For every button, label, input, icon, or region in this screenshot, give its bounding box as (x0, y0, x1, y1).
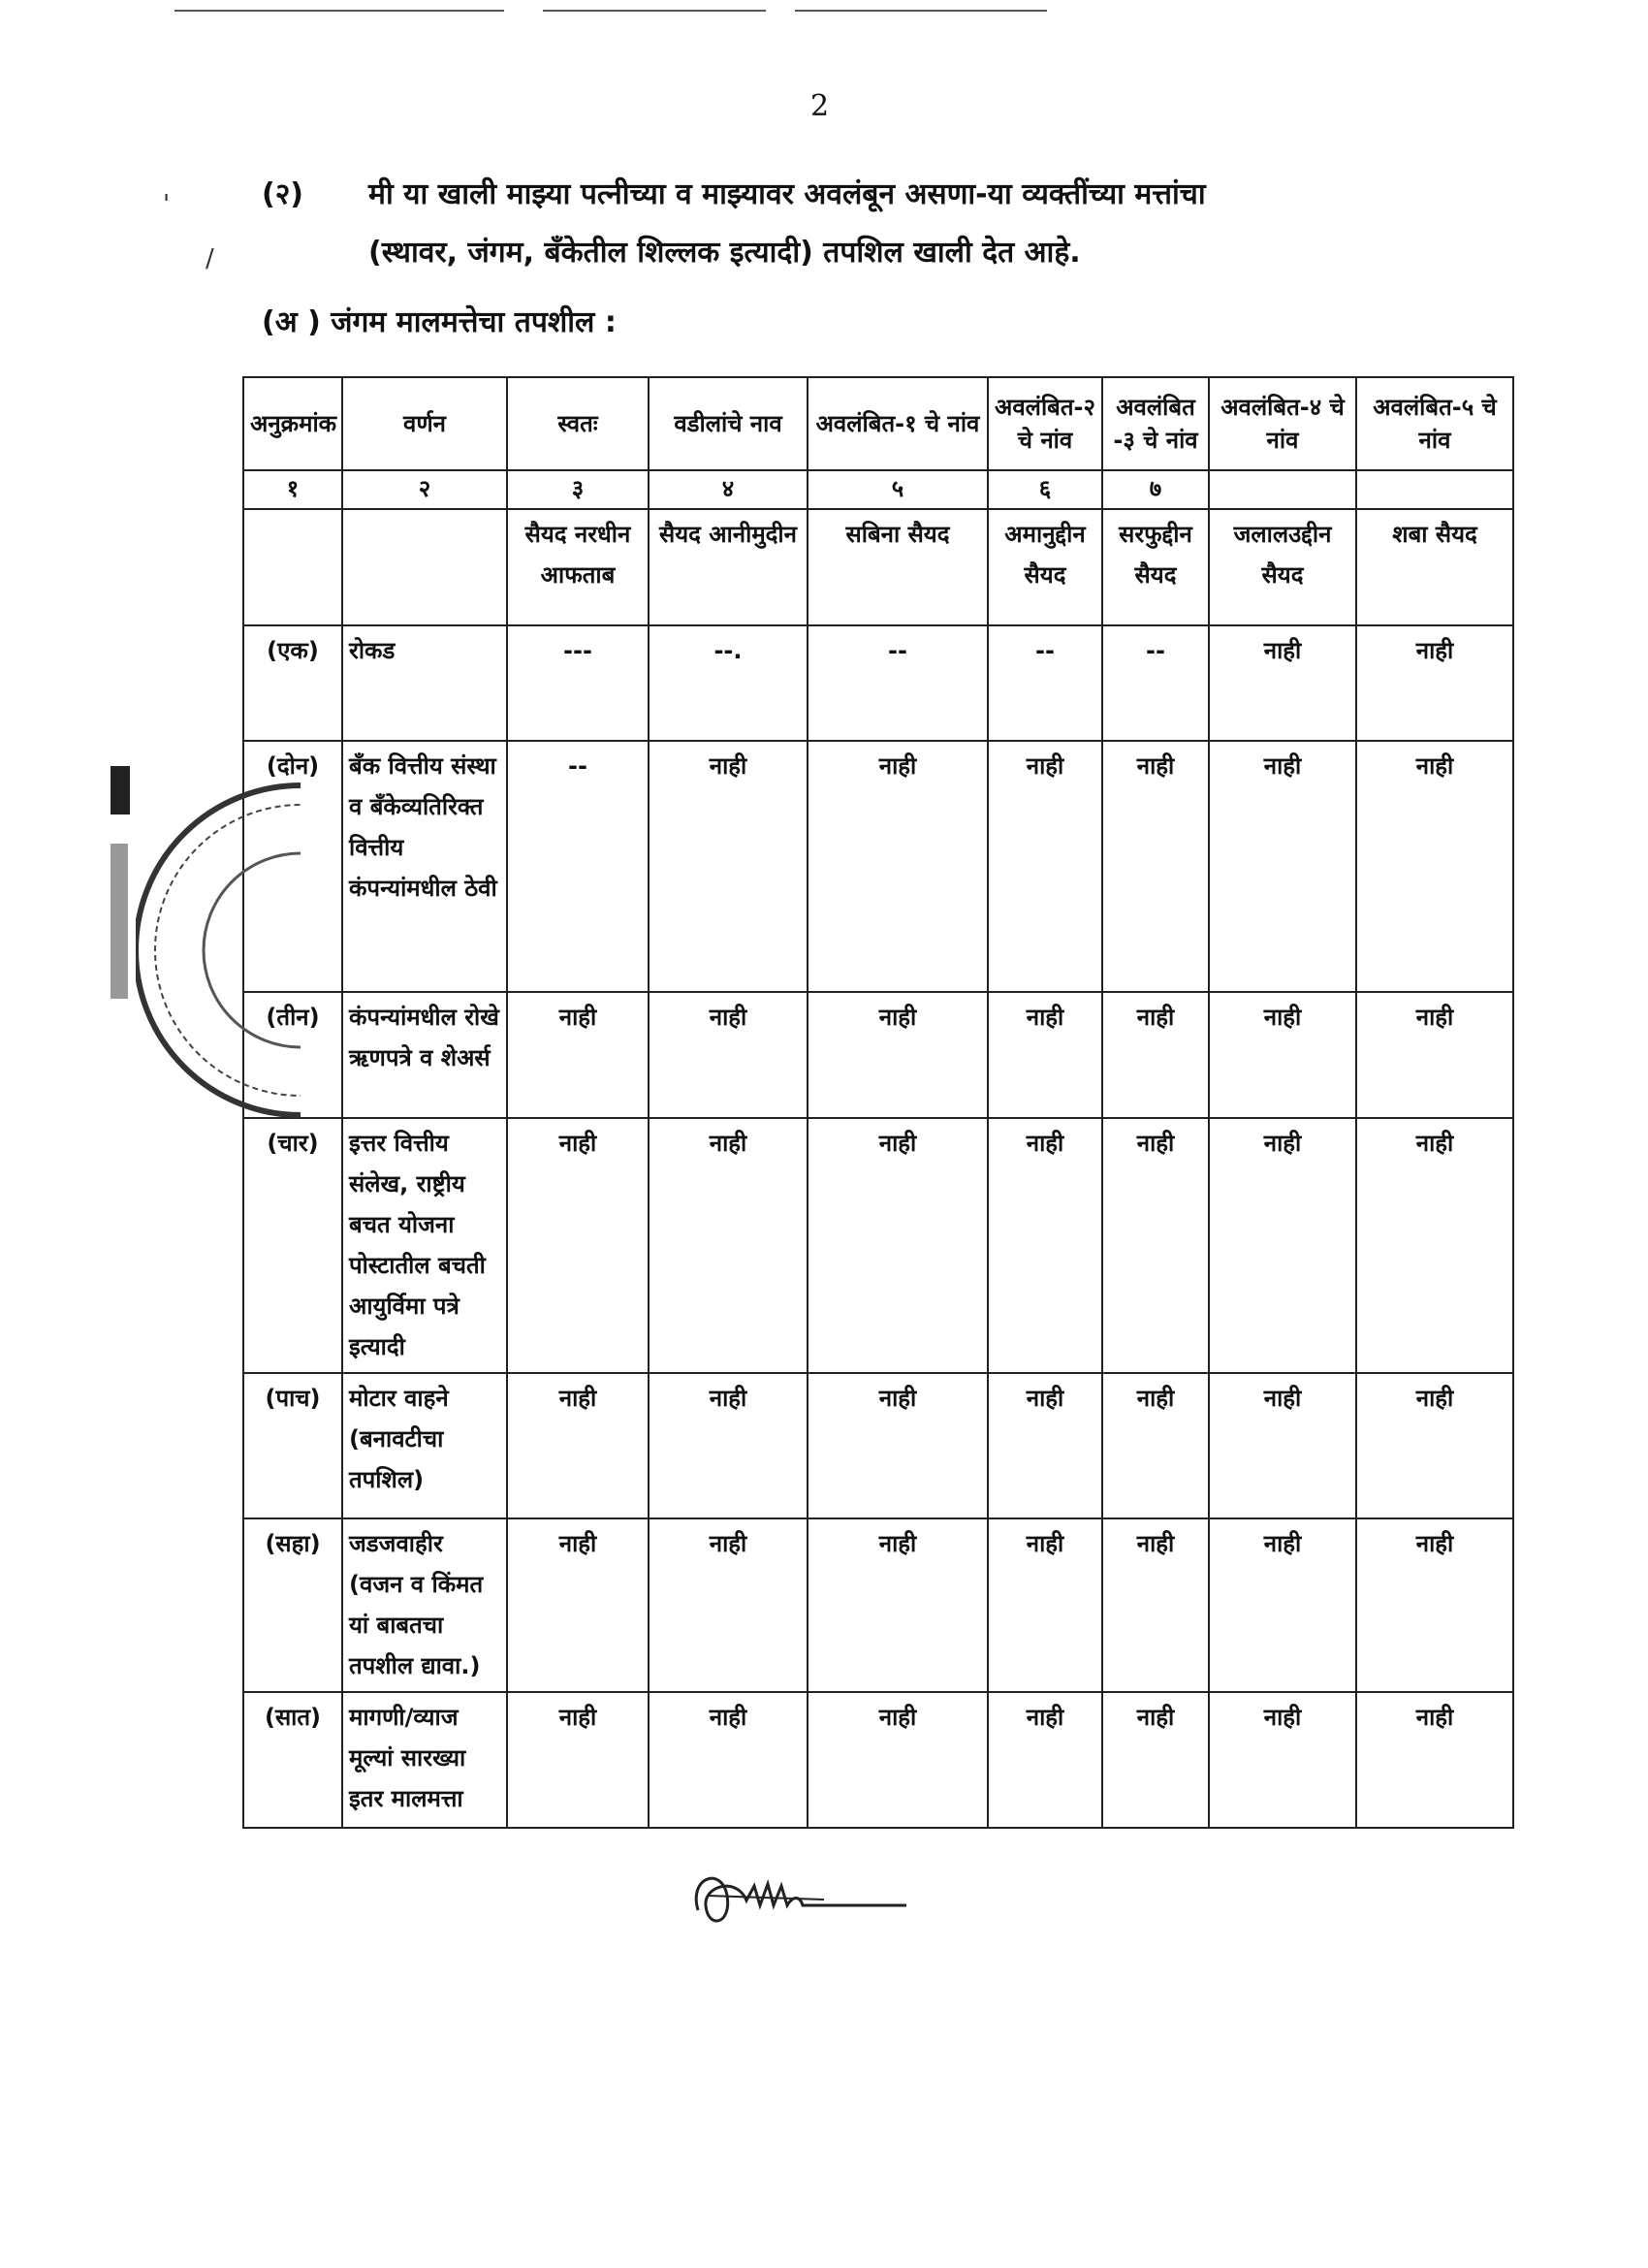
value-cell: नाही (649, 1692, 808, 1828)
value-cell: -- (988, 625, 1102, 740)
header-cell: स्वतः (507, 377, 649, 470)
value-cell: नाही (507, 992, 649, 1118)
table-row (243, 1518, 1513, 1692)
header-row (243, 377, 1513, 470)
value-cell: नाही (1356, 992, 1513, 1118)
row-description: मोटार वाहने (बनावटीचा तपशिल) (342, 1373, 507, 1518)
value-cell: नाही (1209, 992, 1356, 1118)
header-cell: वडीलांचे नाव (649, 377, 808, 470)
rubber-stamp (107, 766, 301, 1134)
value-cell: नाही (988, 1518, 1102, 1692)
value-cell: नाही (1102, 1118, 1209, 1373)
value-cell: -- (1102, 625, 1209, 740)
column-number: २ (342, 470, 507, 509)
value-cell: नाही (808, 1692, 988, 1828)
value-cell: नाही (1209, 1118, 1356, 1373)
top-rule (543, 10, 766, 12)
value-cell: नाही (1102, 992, 1209, 1118)
page-number: 2 (810, 89, 830, 123)
name-cell: शबा सैयद (1356, 509, 1513, 625)
row-index: (सात) (243, 1692, 342, 1828)
row-description: इत्तर वित्तीय संलेख, राष्ट्रीय बचत योजना पोस्टातील बचती आयुर्विमा पत्रे इत्यादी (342, 1118, 507, 1373)
name-cell (342, 509, 507, 625)
table-row (243, 741, 1513, 992)
margin-tick: ' (163, 190, 171, 219)
value-cell: नाही (1102, 741, 1209, 992)
header-cell: अवलंबित-१ चे नांव (808, 377, 988, 470)
table-row (243, 1692, 1513, 1828)
row-index: (तीन) (243, 992, 342, 1118)
value-cell: नाही (1209, 1692, 1356, 1828)
header-cell: अवलंबित-२ चे नांव (988, 377, 1102, 470)
value-cell: नाही (1209, 1518, 1356, 1692)
value-cell: नाही (988, 1692, 1102, 1828)
name-cell (243, 509, 342, 625)
column-number: ५ (808, 470, 988, 509)
value-cell: नाही (507, 1118, 649, 1373)
value-cell: नाही (1356, 625, 1513, 740)
value-cell: नाही (988, 1118, 1102, 1373)
top-rule (174, 10, 504, 12)
table-row (243, 992, 1513, 1118)
name-cell: सबिना सैयद (808, 509, 988, 625)
value-cell: नाही (988, 992, 1102, 1118)
value-cell: नाही (507, 1692, 649, 1828)
names-row (243, 509, 1513, 625)
row-index: (पाच) (243, 1373, 342, 1518)
column-number: ४ (649, 470, 808, 509)
table-row (243, 1118, 1513, 1373)
value-cell: --. (649, 625, 808, 740)
value-cell: नाही (808, 1118, 988, 1373)
value-cell: नाही (1102, 1518, 1209, 1692)
row-description: रोकड (342, 625, 507, 740)
row-index: (सहा) (243, 1518, 342, 1692)
intro-number: (२) (262, 177, 304, 211)
value-cell: नाही (1356, 1118, 1513, 1373)
column-number: ३ (507, 470, 649, 509)
value-cell: नाही (1356, 1518, 1513, 1692)
value-cell: नाही (808, 1518, 988, 1692)
intro-line-2: (स्थावर, जंगम, बॅंकेतील शिल्लक इत्यादी) तपशिल खाली देत आहे. (368, 236, 1081, 270)
value-cell: नाही (1209, 741, 1356, 992)
name-cell: जलालउद्दीन सैयद (1209, 509, 1356, 625)
value-cell: नाही (988, 1373, 1102, 1518)
value-cell: नाही (988, 741, 1102, 992)
name-cell: सैयद नरधीन आफताब (507, 509, 649, 625)
value-cell: नाही (1209, 1373, 1356, 1518)
movable-assets-table (242, 376, 1514, 1829)
name-cell: सैयद आनीमुदीन (649, 509, 808, 625)
header-cell: अनुक्रमांक (243, 377, 342, 470)
top-rule (795, 10, 1047, 12)
table-row (243, 625, 1513, 740)
name-cell: सरफुद्दीन सैयद (1102, 509, 1209, 625)
header-cell: अवलंबित-४ चे नांव (1209, 377, 1356, 470)
value-cell: नाही (1356, 1692, 1513, 1828)
intro-line-1: मी या खाली माझ्या पत्नीच्या व माझ्यावर अवलंबून असणा-या व्यक्तींच्या मत्तांचा (368, 177, 1206, 211)
table-row (243, 1373, 1513, 1518)
column-number: १ (243, 470, 342, 509)
value-cell: नाही (649, 1518, 808, 1692)
row-description: बॅंक वित्तीय संस्था व बॅंकेव्यतिरिक्त वित्तीय कंपन्यांमधील ठेवी (342, 741, 507, 992)
header-cell: अवलंबित-५ चे नांव (1356, 377, 1513, 470)
value-cell: नाही (1209, 625, 1356, 740)
column-number-row (243, 470, 1513, 509)
name-cell: अमानुद्दीन सैयद (988, 509, 1102, 625)
signature (679, 1857, 911, 1944)
value-cell: नाही (1102, 1692, 1209, 1828)
value-cell: -- (507, 741, 649, 992)
value-cell: नाही (808, 741, 988, 992)
value-cell: नाही (1356, 1373, 1513, 1518)
margin-tick: / (206, 244, 214, 273)
row-description: कंपन्यांमधील रोखे ऋणपत्रे व शेअर्स (342, 992, 507, 1118)
header-cell: अवलंबित -३ चे नांव (1102, 377, 1209, 470)
value-cell: नाही (808, 1373, 988, 1518)
value-cell: नाही (1102, 1373, 1209, 1518)
row-index: (चार) (243, 1118, 342, 1373)
section-title: (अ ) जंगम मालमत्तेचा तपशील : (262, 305, 617, 339)
value-cell: नाही (649, 741, 808, 992)
column-number: ६ (988, 470, 1102, 509)
row-index: (एक) (243, 625, 342, 740)
value-cell: नाही (507, 1518, 649, 1692)
value-cell: --- (507, 625, 649, 740)
header-cell: वर्णन (342, 377, 507, 470)
column-number: ७ (1102, 470, 1209, 509)
row-index: (दोन) (243, 741, 342, 992)
value-cell: नाही (649, 992, 808, 1118)
value-cell: नाही (808, 992, 988, 1118)
value-cell: नाही (649, 1373, 808, 1518)
value-cell: नाही (649, 1118, 808, 1373)
value-cell: नाही (1356, 741, 1513, 992)
column-number (1209, 470, 1356, 509)
row-description: जडजवाहीर (वजन व किंमत यां बाबतचा तपशील द्यावा.) (342, 1518, 507, 1692)
value-cell: -- (808, 625, 988, 740)
row-description: मागणी/व्याज मूल्यां सारख्या इतर मालमत्ता (342, 1692, 507, 1828)
column-number (1356, 470, 1513, 509)
value-cell: नाही (507, 1373, 649, 1518)
